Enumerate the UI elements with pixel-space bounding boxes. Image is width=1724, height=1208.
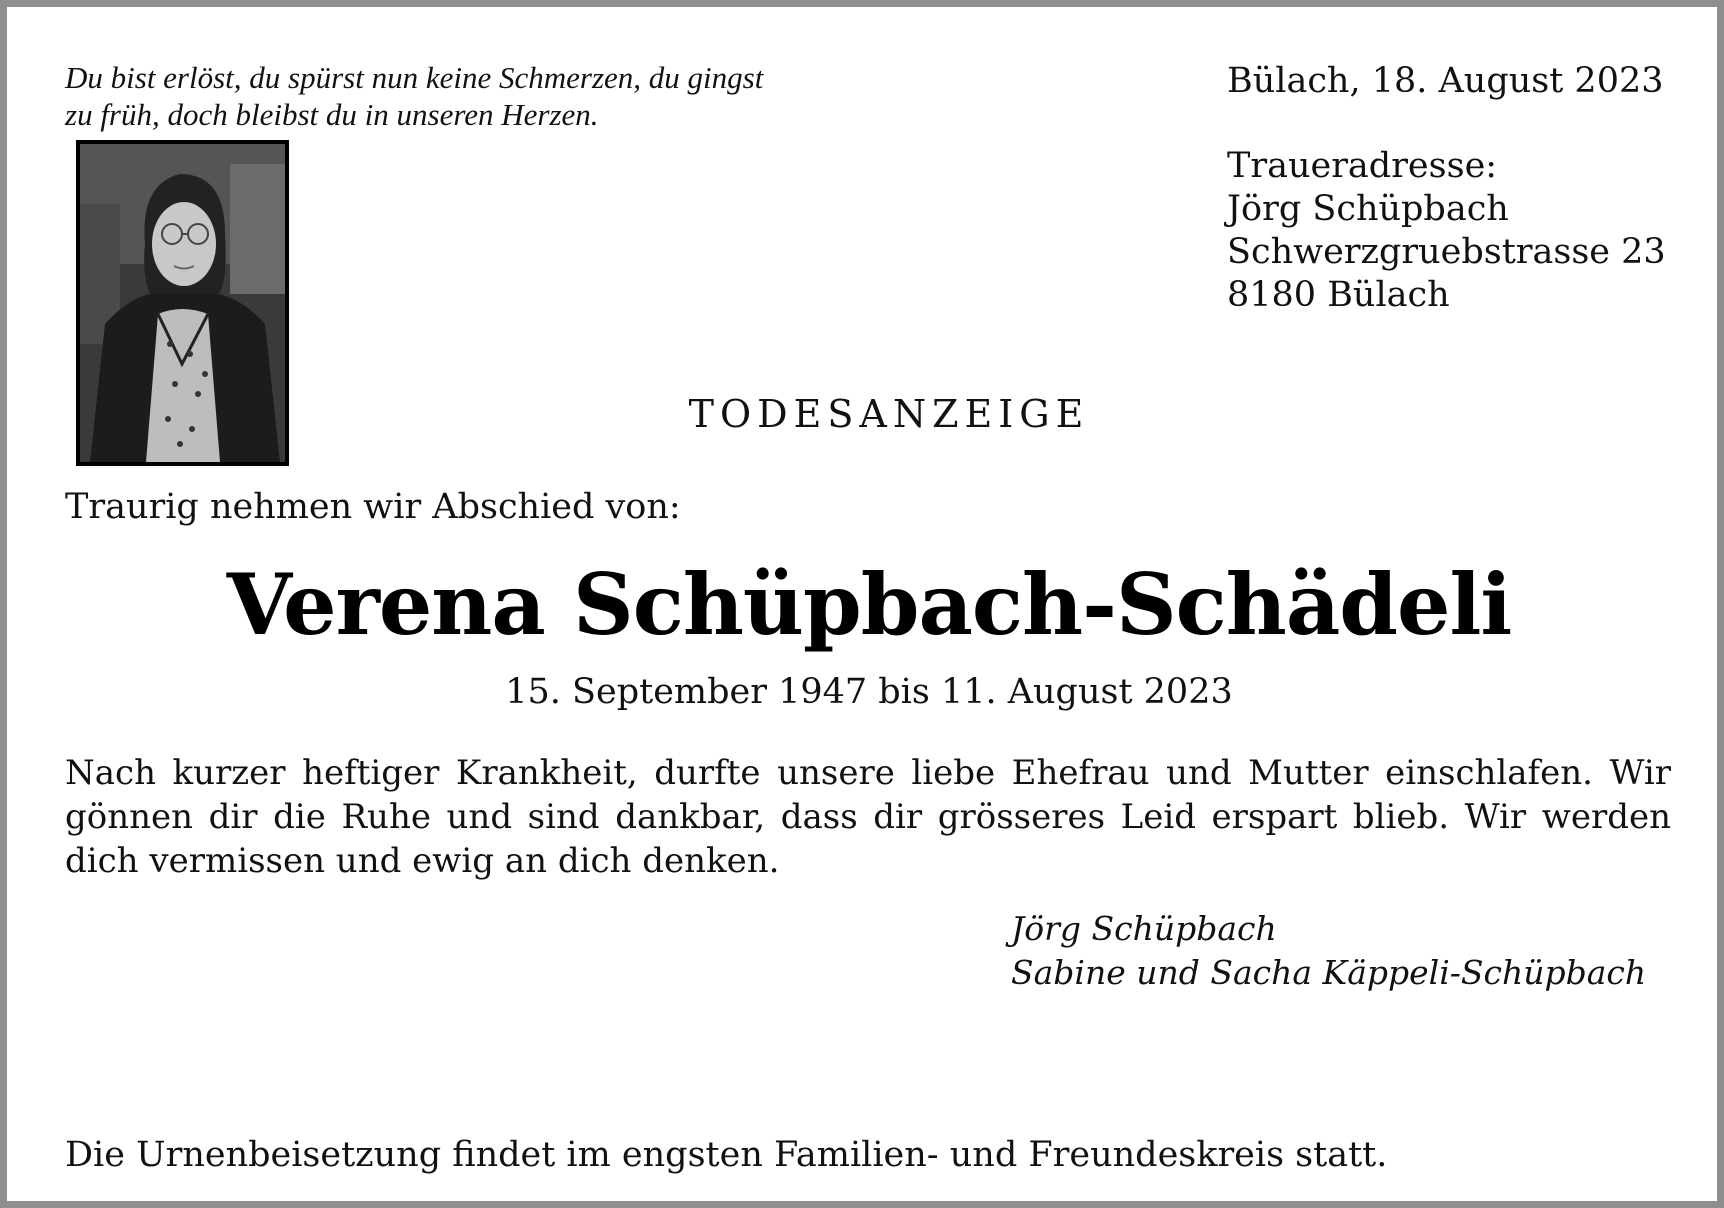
address-name: Jörg Schüpbach xyxy=(1227,189,1509,229)
address-street: Schwerzgruebstrasse 23 xyxy=(1227,232,1666,272)
signatures xyxy=(1011,907,1671,995)
signature-line: Jörg Schüpbach xyxy=(1011,909,1277,948)
motto-quote xyxy=(65,59,845,133)
intro-text: Traurig nehmen wir Abschied von: xyxy=(65,487,681,527)
mourning-address xyxy=(1227,145,1666,317)
notice-heading-text: TODESANZEIGE xyxy=(688,392,1090,436)
body-text: Nach kurzer heftiger Krankheit, durfte unsere liebe Ehefrau und Mutter einschlafen. Wir gönnen dir die Ruhe und sind dankbar, dass dir grösseres Leid erspart blieb. Wir werden dich vermissen und ewig an dich denken. xyxy=(65,753,1671,881)
address-label: Traueradresse: xyxy=(1227,146,1498,186)
burial-note: Die Urnenbeisetzung findet im engsten Familien- und Freundeskreis statt. xyxy=(65,1135,1388,1175)
address-city: 8180 Bülach xyxy=(1227,275,1450,315)
motto-line-2: zu früh, doch bleibst du in unseren Herzen. xyxy=(65,97,599,132)
notice-heading xyxy=(7,392,1724,436)
signature-line: Sabine und Sacha Käppeli-Schüpbach xyxy=(1011,953,1647,992)
motto-line-1: Du bist erlöst, du spürst nun keine Schmerzen, du gingst xyxy=(65,60,764,95)
life-dates: 15. September 1947 bis 11. August 2023 xyxy=(505,672,1233,712)
deceased-name: Verena Schüpbach-Schädeli xyxy=(226,555,1512,654)
place-and-date: Bülach, 18. August 2023 xyxy=(1227,61,1664,101)
